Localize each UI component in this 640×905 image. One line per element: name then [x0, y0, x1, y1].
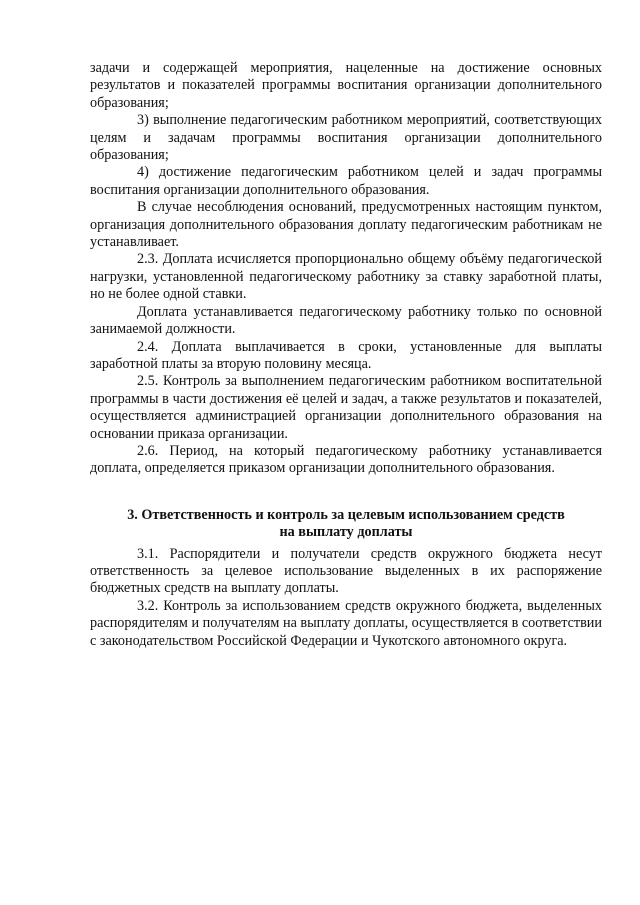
- paragraph-3-2: 3.2. Контроль за использованием средств окружного бюджета, выделенных распорядителям и получателям на выплату доплаты, осуществляется в соответствии с законодательством Российской Федерации и Чукотского автономного округа.: [90, 597, 602, 649]
- paragraph-2-6: 2.6. Период, на который педагогическому работнику устанавливается доплата, определяется приказом организации дополнительного образования.: [90, 442, 602, 477]
- section-3-heading-line-2: на выплату доплаты: [279, 524, 413, 541]
- paragraph-2-3: 2.3. Доплата исчисляется пропорционально общему объёму педагогической нагрузки, установленной педагогическому работнику за ставку заработной платы, но не более одной ставки.: [90, 251, 602, 303]
- document-page: [90, 60, 602, 650]
- paragraph-continuation: задачи и содержащей мероприятия, нацеленные на достижение основных результатов и показателей программы воспитания организации дополнительного образования;: [90, 60, 602, 111]
- paragraph-2-4: 2.4. Доплата выплачивается в сроки, установленные для выплаты заработной платы за вторую половину месяца.: [90, 338, 602, 372]
- paragraph-3-1: 3.1. Распорядители и получатели средств окружного бюджета несут ответственность за целевое использование выделенных в их распоряжение бюджетных средств на выплату доплаты.: [90, 545, 602, 597]
- paragraph-main-position: Доплата устанавливается педагогическому работнику только по основной занимаемой должности.: [90, 303, 602, 338]
- section-3-heading-line-1: 3. Ответственность и контроль за целевым использованием средств: [127, 506, 565, 523]
- section-3-heading: [90, 507, 602, 542]
- paragraph-item-3: 3) выполнение педагогическим работником мероприятий, соответствующих целям и задачам программы воспитания организации дополнительного образования;: [90, 112, 602, 164]
- paragraph-2-5: 2.5. Контроль за выполнением педагогическим работником воспитательной программы в части достижения её целей и задач, а также результатов и показателей, осуществляется администрацией организации дополнительного образования на основании приказа организации.: [90, 373, 602, 442]
- paragraph-noncompliance: В случае несоблюдения оснований, предусмотренных настоящим пунктом, организация дополнительного образования доплату педагогическим работникам не устанавливает.: [90, 199, 602, 251]
- paragraph-item-4: 4) достижение педагогическим работником целей и задач программы воспитания организации дополнительного образования.: [90, 164, 602, 198]
